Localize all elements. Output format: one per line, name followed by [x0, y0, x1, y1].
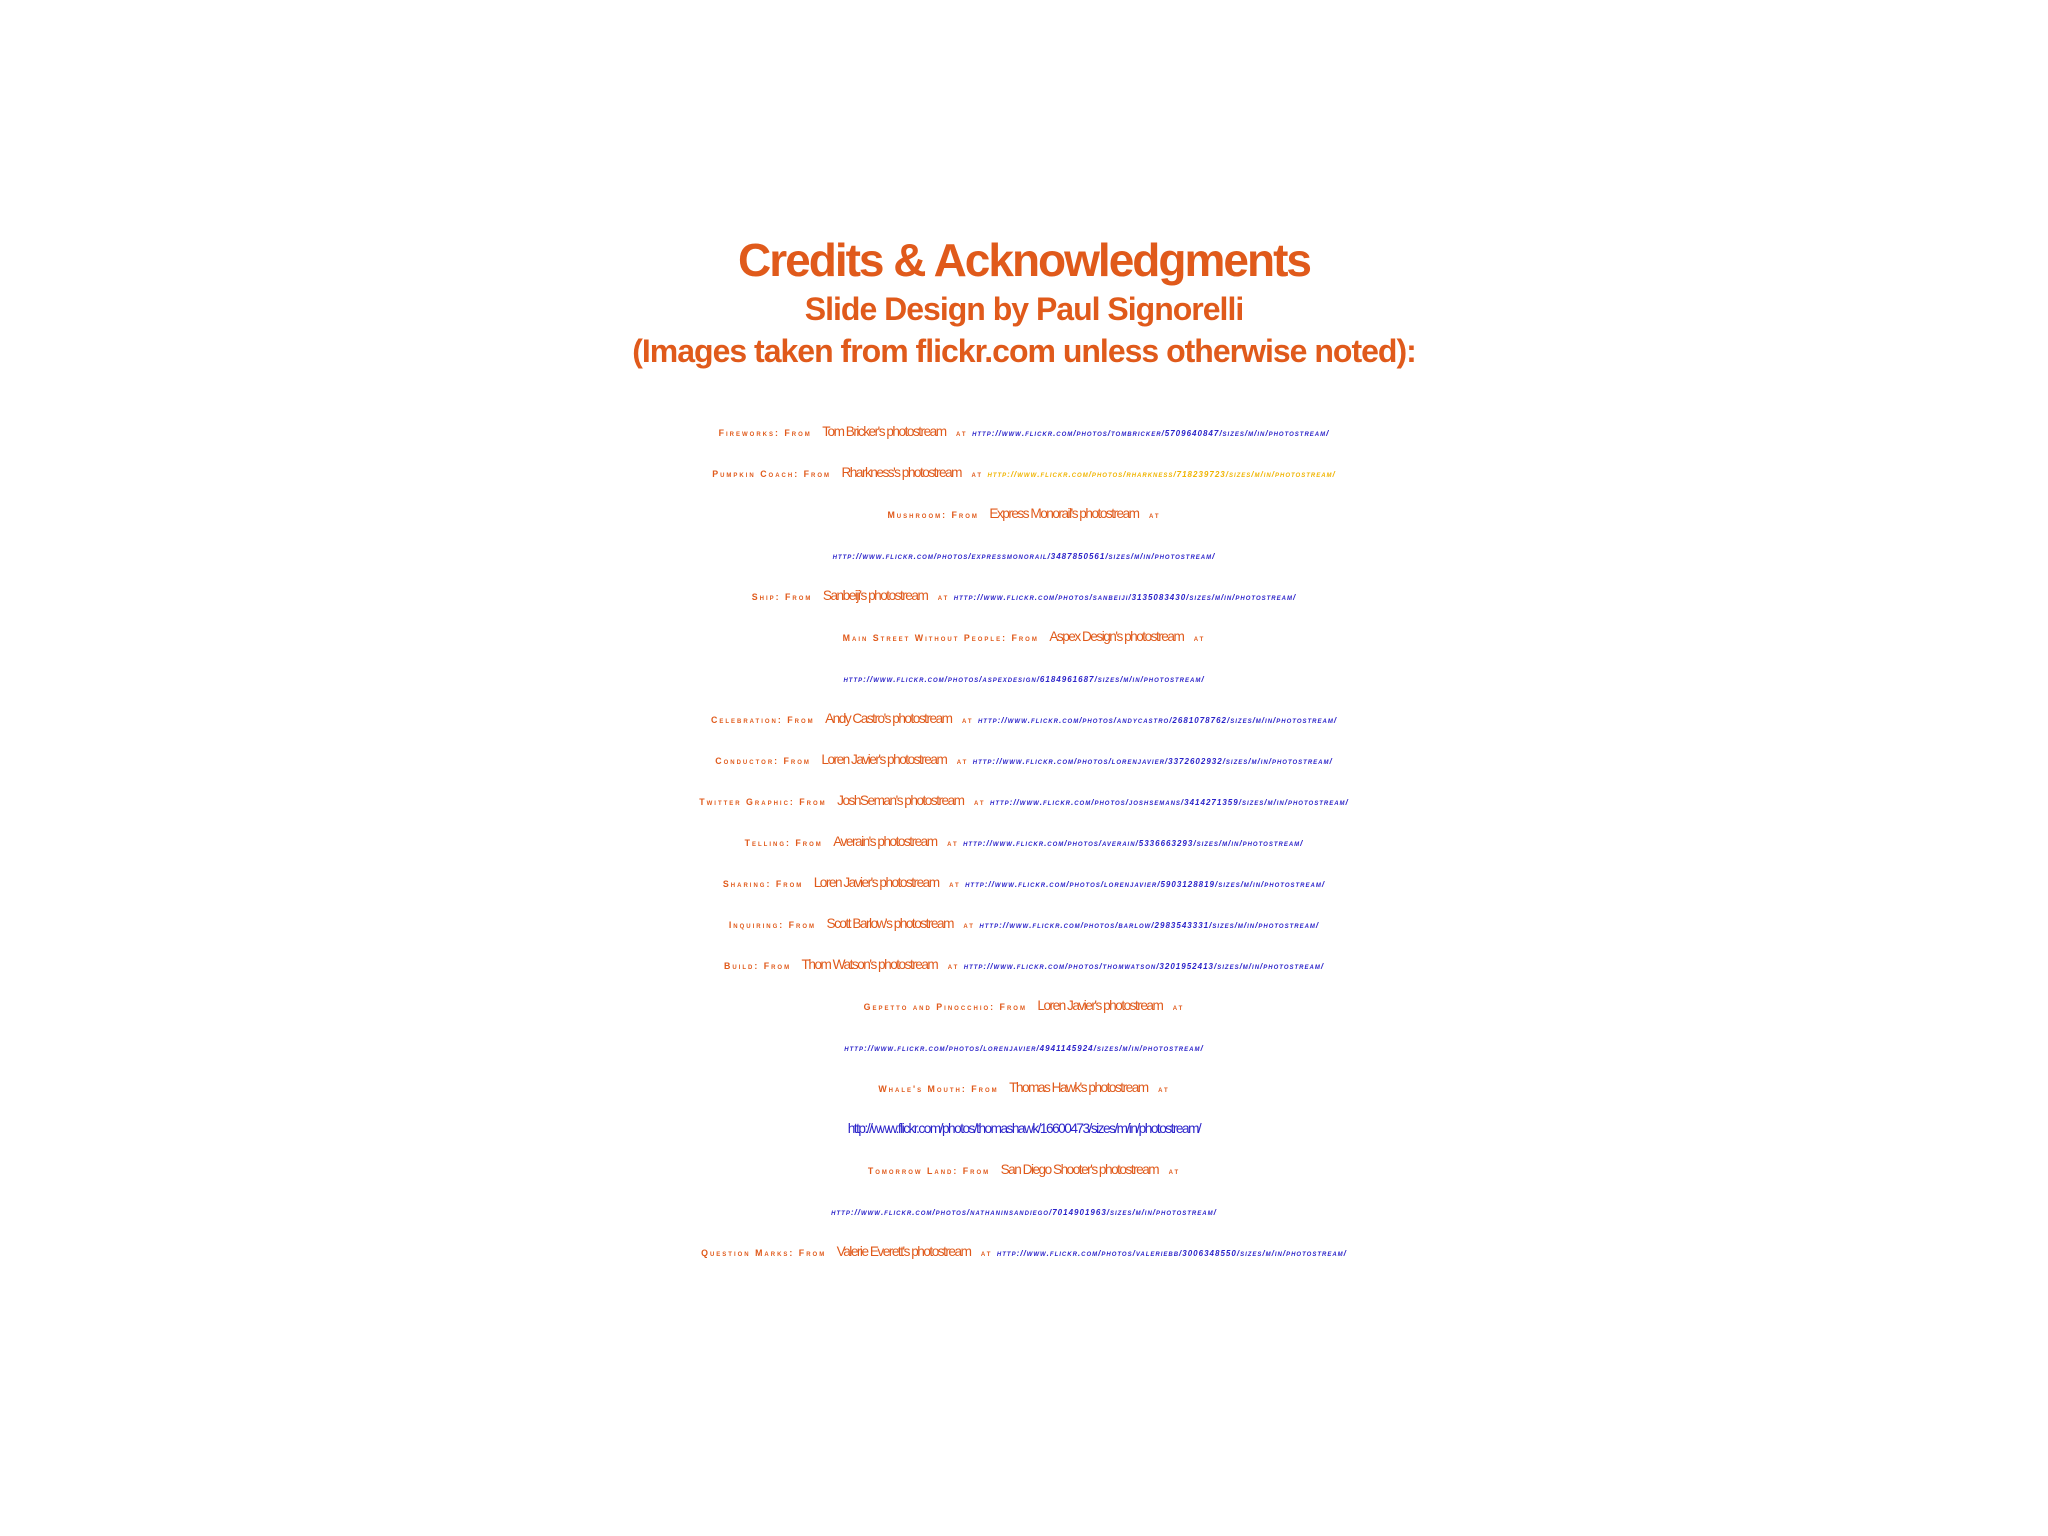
credit-main-street: [0, 616, 2048, 657]
credit-author: Sanbeiji's photostream: [822, 588, 928, 603]
credit-gepetto-pinocchio: [0, 985, 2048, 1026]
credit-url-link[interactable]: http://www.flickr.com/photos/valeriebb/3006348550/sizes/m/in/photostream/: [996, 1249, 1347, 1258]
credit-whales-mouth-url-line: [0, 1108, 2048, 1149]
credit-url-link[interactable]: http://www.flickr.com/photos/andycastro/2681078762/sizes/m/in/photostream/: [977, 716, 1338, 725]
credit-at: at: [956, 756, 969, 766]
credit-at: at: [1193, 633, 1206, 643]
credit-twitter-graphic: [0, 780, 2048, 821]
credit-telling: [0, 821, 2048, 862]
credit-author: Scott Barlow's photostream: [826, 916, 953, 931]
credit-at: at: [947, 961, 960, 971]
credit-at: at: [937, 592, 950, 602]
credit-label: Pumpkin Coach: From: [712, 469, 831, 479]
credit-label: Question Marks: From: [701, 1248, 827, 1258]
credit-label: Main Street Without People: From: [842, 633, 1039, 643]
credit-label: Sharing: From: [722, 879, 804, 889]
credit-author: Andy Castro's photostream: [825, 711, 952, 726]
credit-label: Mushroom: From: [887, 510, 979, 520]
credit-label: Celebration: From: [710, 715, 815, 725]
credit-label: Conductor: From: [715, 756, 811, 766]
credit-url-link[interactable]: http://www.flickr.com/photos/thomwatson/3201952413/sizes/m/in/photostream/: [963, 962, 1325, 971]
credit-at: at: [1158, 1084, 1170, 1094]
credit-url-link[interactable]: http://www.flickr.com/photos/lorenjavier/5903128819/sizes/m/in/photostream/: [965, 880, 1326, 889]
credit-author: Rharkness's photostream: [841, 465, 962, 480]
credit-label: Ship: From: [751, 592, 813, 602]
slide-title: Credits & Acknowledgments: [738, 234, 1310, 286]
credit-conductor: [0, 739, 2048, 780]
credit-url-link[interactable]: http://www.flickr.com/photos/nathaninsandiego/7014901963/sizes/m/in/photostream/: [831, 1208, 1217, 1217]
credit-url-link[interactable]: http://www.flickr.com/photos/tombricker/5709640847/sizes/m/in/photostream/: [972, 429, 1330, 438]
credit-at: at: [973, 797, 986, 807]
credit-pumpkin-coach: [0, 452, 2048, 493]
credit-label: Twitter Graphic: From: [699, 797, 827, 807]
credit-url-link[interactable]: http://www.flickr.com/photos/sanbeiji/3135083430/sizes/m/in/photostream/: [953, 593, 1297, 602]
credit-author: Loren Javier's photostream: [1037, 998, 1163, 1013]
credit-url-link[interactable]: http://www.flickr.com/photos/thomashawk/16600473/sizes/m/in/photostream/: [847, 1121, 1201, 1136]
credit-inquiring: [0, 903, 2048, 944]
credit-main-street-url-line: [0, 657, 2048, 698]
credit-author: Averain's photostream: [833, 834, 937, 849]
credit-url-link[interactable]: http://www.flickr.com/photos/expressmonorail/3487850561/sizes/m/in/photostream/: [832, 552, 1216, 561]
credit-url-link[interactable]: http://www.flickr.com/photos/lorenjavier/4941145924/sizes/m/in/photostream/: [844, 1044, 1204, 1053]
credit-sharing: [0, 862, 2048, 903]
credits-list: [0, 411, 2048, 1272]
credit-at: at: [949, 879, 961, 889]
credit-author: Loren Javier's photostream: [821, 752, 947, 767]
credit-label: Inquiring: From: [728, 920, 817, 930]
credit-at: at: [971, 469, 984, 479]
credit-label: Gepetto and Pinocchio: From: [863, 1002, 1027, 1012]
credit-at: at: [1149, 510, 1161, 520]
credit-fireworks: [0, 411, 2048, 452]
credit-question-marks: [0, 1231, 2048, 1272]
credit-author: Express Monorail's photostream: [989, 506, 1139, 521]
credit-author: Loren Javier's photostream: [813, 875, 939, 890]
credit-author: San Diego Shooter's photostream: [1000, 1162, 1159, 1177]
credit-author: JoshSeman's photostream: [837, 793, 964, 808]
slide-subtitle: Slide Design by Paul Signorelli: [804, 291, 1244, 327]
credit-celebration: [0, 698, 2048, 739]
source-note: (Images taken from flickr.com unless otherwise noted):: [632, 333, 1416, 369]
credit-label: Fireworks: From: [718, 428, 812, 438]
credit-label: Whale's Mouth: From: [878, 1084, 999, 1094]
credit-ship: [0, 575, 2048, 616]
credit-at: at: [980, 1248, 993, 1258]
credit-url-link[interactable]: http://www.flickr.com/photos/rharkness/718239723/sizes/m/in/photostream/: [987, 470, 1336, 479]
credit-tomorrow-land: [0, 1149, 2048, 1190]
credit-build: [0, 944, 2048, 985]
credit-url-link[interactable]: http://www.flickr.com/photos/aspexdesign/6184961687/sizes/m/in/photostream/: [843, 675, 1205, 684]
credit-at: at: [1172, 1002, 1185, 1012]
credit-at: at: [963, 920, 975, 930]
slide-heading: [0, 232, 2048, 372]
credit-tomorrow-land-url-line: [0, 1190, 2048, 1231]
credit-at: at: [956, 428, 968, 438]
credit-author: Aspex Design's photostream: [1049, 629, 1184, 644]
credit-gepetto-pinocchio-url-line: [0, 1026, 2048, 1067]
credit-at: at: [961, 715, 974, 725]
credit-author: Thom Watson's photostream: [801, 957, 938, 972]
credit-label: Build: From: [723, 961, 792, 971]
credit-mushroom: [0, 493, 2048, 534]
credit-url-link[interactable]: http://www.flickr.com/photos/averain/5336663293/sizes/m/in/photostream/: [963, 839, 1304, 848]
credit-label: Telling: From: [744, 838, 823, 848]
credit-author: Tom Bricker's photostream: [822, 424, 946, 439]
credit-at: at: [947, 838, 959, 848]
credit-url-link[interactable]: http://www.flickr.com/photos/lorenjavier/3372602932/sizes/m/in/photostream/: [972, 757, 1333, 766]
credit-author: Valerie Everett's photostream: [836, 1244, 971, 1259]
credit-url-link[interactable]: http://www.flickr.com/photos/barlow/2983543331/sizes/m/in/photostream/: [979, 921, 1320, 930]
credit-at: at: [1168, 1166, 1181, 1176]
credit-author: Thomas Hawk's photostream: [1009, 1080, 1148, 1095]
credit-label: Tomorrow Land: From: [867, 1166, 991, 1176]
credit-url-link[interactable]: http://www.flickr.com/photos/joshsemans/3414271359/sizes/m/in/photostream/: [990, 798, 1349, 807]
credit-whales-mouth: [0, 1067, 2048, 1108]
credit-mushroom-url-line: [0, 534, 2048, 575]
